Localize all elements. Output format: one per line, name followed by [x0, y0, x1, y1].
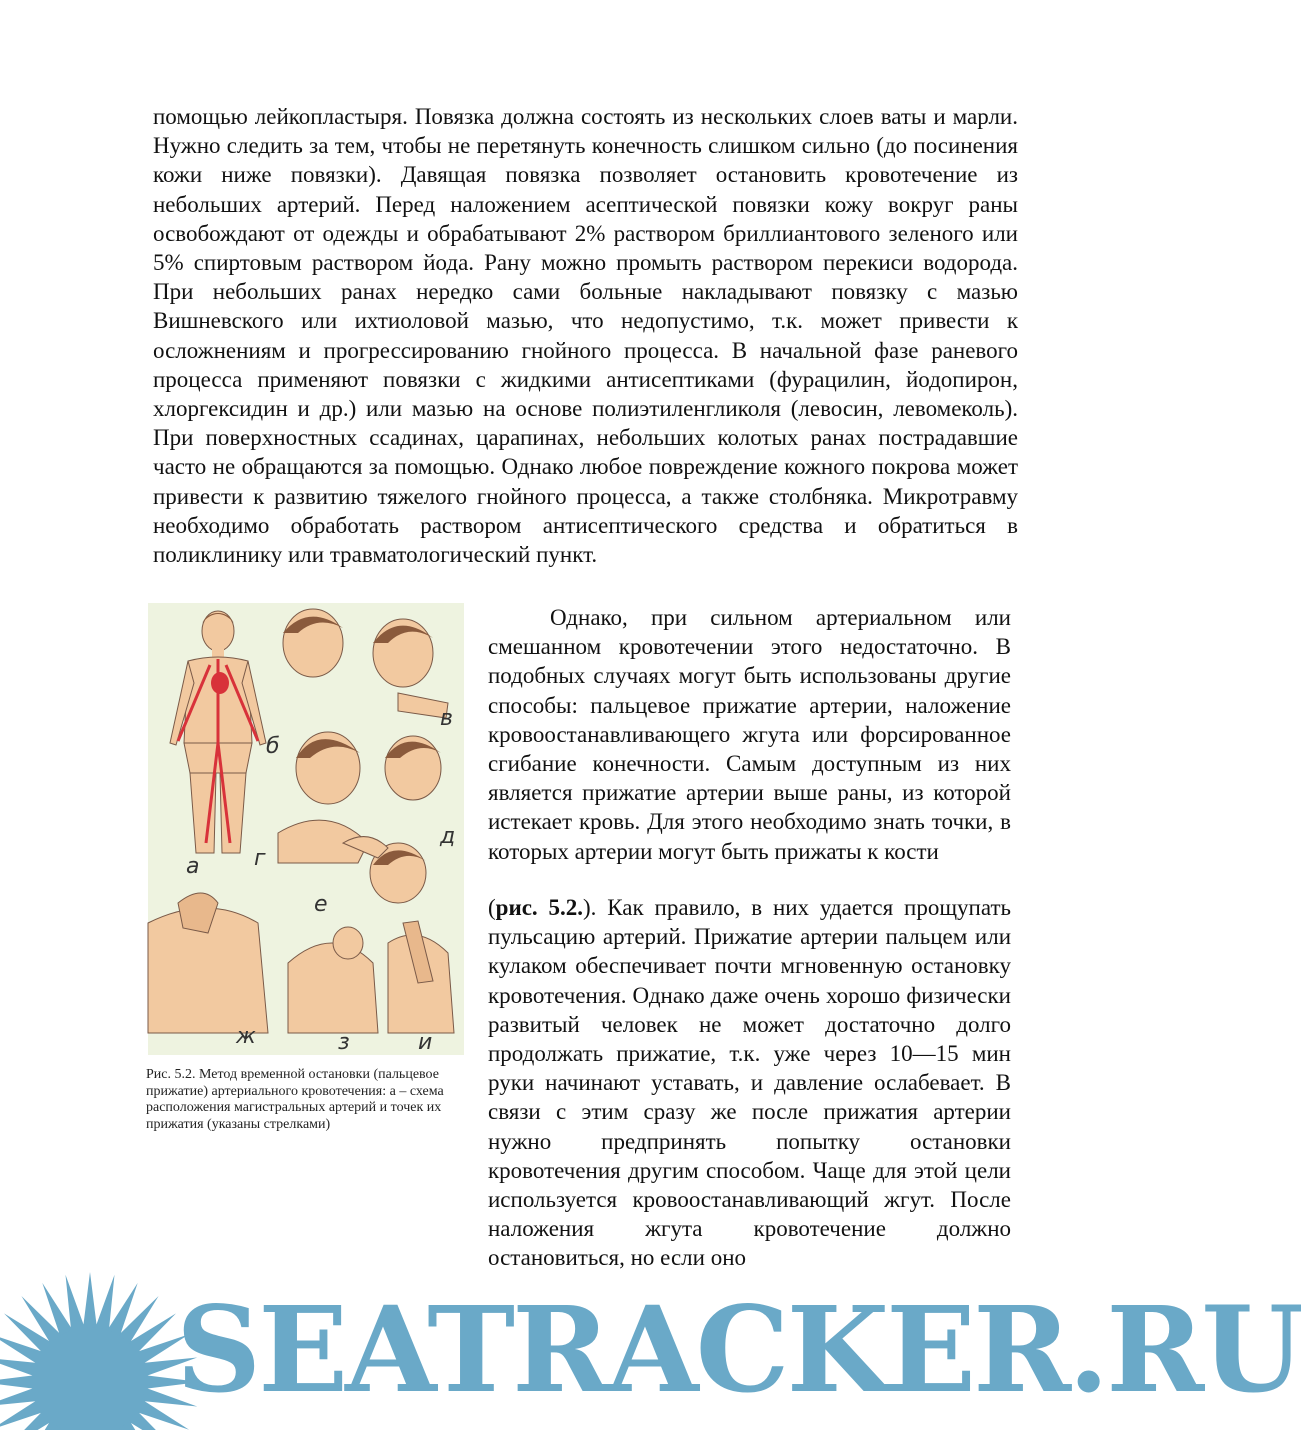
body-paragraph-right-1: Однако, при сильном артериальном или смешанном кровотечении этого недостаточно. В подобных случаях могут быть использованы другие способы: пальцевое прижатие артерии, наложение кровоостанавливающего жгута или форсированное сгибание конечности. Самым доступным из них является прижатие артерии выше раны, из которой истекает кровь. Для этого необходимо знать точки, в которых артерии могут быть прижаты к кости [488, 605, 1011, 864]
body-paragraph-top: помощью лейкопластыря. Повязка должна состоять из нескольких слоев ваты и марли. Нужно следить за тем, чтобы не перетянуть конечность слишком сильно (до посинения кожи ниже повязки). Давящая повязка позволяет остановить кровотечение из небольших артерий. Перед наложением асептической повязки кожу вокруг раны освобождают от одежды и обрабатывают 2% раствором бриллиантового зеленого или 5% спиртовым раствором йода. Рану можно промыть раствором перекиси водорода. При небольших ранах нередко сами больные накладывают повязку с мазью Вишневского или ихтиоловой мазью, что недопустимо, т.к. может привести к осложнениям и прогрессированию гнойного процесса. В начальной фазе раневого процесса применяют повязки с жидкими антисептиками (фурацилин, йодопирон, хлоргексидин и др.) или мазью на основе полиэтиленгликоля (левосин, левомеколь). При поверхностных ссадинах, царапинах, небольших колотых ранах пострадавшие часто не обращаются за помощью. Однако любое повреждение кожного покрова может привести к развитию тяжелого гнойного процесса, а также столбняка. Микротравму необходимо обработать раствором антисептического средства и обратиться в поликлинику или травматологический пункт. [153, 104, 1018, 568]
paren-open: ( [488, 895, 496, 920]
figure-pressure-points [148, 603, 464, 1055]
figure-label-g: г [254, 846, 266, 871]
figure-reference[interactable]: рис. 5.2. [495, 895, 584, 920]
arm-illustration-i [388, 921, 454, 1033]
paragraph-text: ). Как правило, в них удается прощупать пульсацию артерий. Прижатие артерии пальцем или кулаком обеспечивает почти мгновенную остановку кровотечения. Однако даже очень хорошо физически развитый человек не может достаточно долго продолжать прижатие, т.к. уже через 10—15 мин руки начинают уставать, и давление ослабевает. В связи с этим сразу же после прижатия артерии нужно предпринять попытку остановки кровотечения другим способом. Чаще для этой цели используется кровоостанавливающий жгут. После наложения жгута кровотечение должно остановиться, но если оно [488, 895, 1011, 1271]
head-illustration-e [343, 837, 426, 903]
watermark-text: SEATRACKER.RU [176, 1280, 1301, 1419]
figure-label-i: и [418, 1030, 433, 1055]
figure-label-e: е [314, 892, 328, 917]
figure-label-d: д [440, 824, 456, 849]
figure-label-b: б [266, 734, 280, 759]
figure-label-a: а [186, 854, 200, 879]
arm-illustration-z [288, 927, 378, 1033]
figure-caption: Рис. 5.2. Метод временной остановки (пальцевое прижатие) артериального кровотечения: а – схема расположения магистральных артерий и точек их прижатия (указаны стрелками) [146, 1067, 444, 1132]
head-illustration-b [283, 609, 343, 677]
figure-label-v: в [440, 706, 453, 731]
figure-illustration [148, 603, 464, 1055]
body-paragraph-right-2 [488, 893, 1011, 1273]
figure-label-z: з [338, 1030, 350, 1055]
body-schema-illustration [170, 611, 266, 853]
head-illustration-v [373, 619, 448, 718]
figure-label-zh: ж [236, 1024, 256, 1049]
head-illustration-d [385, 736, 441, 800]
arm-illustration-zh [148, 893, 268, 1033]
sun-burst-icon [0, 1262, 180, 1425]
